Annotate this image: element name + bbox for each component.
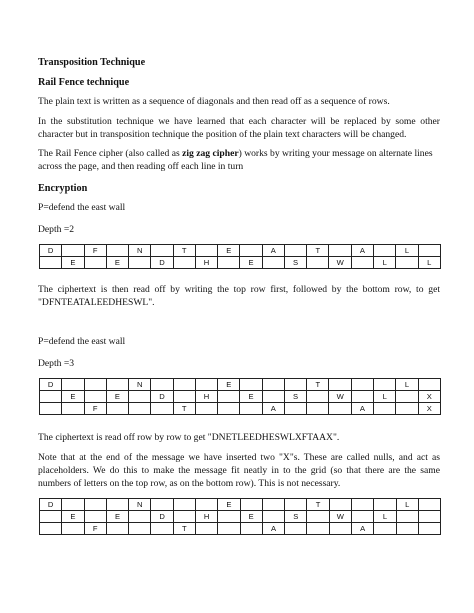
rail-cell: S (285, 511, 307, 523)
rail-cell (351, 257, 373, 269)
rail-cell (40, 403, 62, 415)
rail-cell (151, 499, 173, 511)
rail-cell (418, 499, 440, 511)
rail-cell (262, 499, 284, 511)
plaintext-line-1: P=defend the east wall (38, 202, 126, 213)
rail-cell: L (396, 379, 418, 391)
rail-cell (352, 511, 374, 523)
section-heading-rail-fence: Rail Fence technique (38, 77, 130, 88)
rail-cell: D (151, 511, 173, 523)
rail-cell (262, 391, 284, 403)
rail-cell (418, 511, 440, 523)
rail-cell: A (262, 523, 284, 535)
rail-cell: S (284, 257, 306, 269)
rail-table (39, 378, 441, 415)
nulls-note: Note that at the end of the message we have inserted two "X"s. These are called nulls, and act as placeholders. We do this to make the message fit neatly in to the grid (so that there are the same numbers of letters on the top row, as on the bottom row). This is not necessary. (38, 452, 440, 489)
rail-cell (173, 499, 195, 511)
rail-cell (151, 523, 173, 535)
rail-cell (396, 511, 418, 523)
rail-cell (396, 257, 418, 269)
rail-cell (262, 379, 284, 391)
rail-cell (307, 511, 329, 523)
rail-row (40, 499, 441, 511)
rail-cell (240, 379, 262, 391)
rail-cell: L (396, 499, 418, 511)
rail-grid-depth-3 (39, 378, 441, 415)
rail-cell: H (195, 257, 217, 269)
rail-cell (374, 403, 396, 415)
rail-cell (129, 523, 151, 535)
rail-cell (285, 499, 307, 511)
rail-cell (62, 379, 84, 391)
rail-cell: W (329, 391, 351, 403)
rail-cell (329, 245, 351, 257)
rail-cell: L (374, 511, 396, 523)
rail-cell: L (374, 257, 396, 269)
rail-cell (307, 403, 329, 415)
paragraph-definition: The plain text is written as a sequence of diagonals and then read off as a sequence of rows. (38, 96, 390, 107)
rail-cell (374, 523, 396, 535)
rail-row (40, 391, 441, 403)
rail-cell (374, 379, 396, 391)
rail-cell: D (151, 391, 173, 403)
rail-cell (240, 499, 262, 511)
rail-row (40, 245, 441, 257)
rail-cell: E (62, 257, 84, 269)
rail-cell (218, 523, 240, 535)
section-heading-encryption: Encryption (38, 183, 88, 194)
rail-cell (329, 379, 351, 391)
rail-cell: E (106, 391, 128, 403)
rail-row (40, 523, 441, 535)
rail-cell (218, 257, 240, 269)
rail-cell (195, 245, 217, 257)
rail-cell: E (218, 379, 240, 391)
rail-cell: D (151, 257, 173, 269)
rail-cell: F (84, 245, 106, 257)
rail-cell (173, 379, 195, 391)
ciphertext-explanation-1: The ciphertext is then read off by writing the top row first, followed by the bottom row, to get "DFNTEATALEEDHESWL". (38, 284, 440, 308)
rail-cell (396, 403, 418, 415)
rail-row (40, 403, 441, 415)
rail-cell: E (218, 499, 240, 511)
rail-cell (351, 379, 373, 391)
rail-cell (40, 391, 62, 403)
rail-cell (307, 391, 329, 403)
rail-cell (129, 403, 151, 415)
rail-cell (218, 511, 240, 523)
rail-cell (195, 523, 217, 535)
rail-cell: E (218, 245, 240, 257)
rail-cell: E (62, 391, 84, 403)
rail-cell: A (262, 403, 284, 415)
rail-cell: N (129, 499, 151, 511)
rail-row (40, 379, 441, 391)
rail-cell: F (84, 523, 106, 535)
rail-row (40, 511, 441, 523)
rail-grid-depth-3-no-nulls (39, 498, 441, 535)
rail-cell: L (374, 391, 396, 403)
rail-cell (84, 511, 106, 523)
rail-cell: F (84, 403, 106, 415)
rail-cell (218, 403, 240, 415)
rail-cell (418, 245, 440, 257)
rail-cell (84, 391, 106, 403)
rail-cell (329, 499, 351, 511)
rail-cell: T (307, 379, 329, 391)
ciphertext-explanation-2: The ciphertext is read off row by row to get "DNETLEEDHESWLXFTAAX". (38, 432, 340, 443)
rail-cell (307, 257, 329, 269)
rail-cell (418, 379, 440, 391)
rail-cell (329, 403, 351, 415)
rail-cell (329, 523, 351, 535)
rail-cell: X (418, 391, 440, 403)
rail-cell: T (307, 245, 329, 257)
rail-cell: L (418, 257, 440, 269)
rail-cell (284, 403, 306, 415)
rail-cell: N (129, 245, 151, 257)
rail-cell (285, 523, 307, 535)
rail-cell (240, 403, 262, 415)
rail-cell: D (40, 245, 62, 257)
rail-cell (40, 511, 62, 523)
rail-cell (284, 379, 306, 391)
rail-cell (106, 245, 128, 257)
rail-cell: T (307, 499, 329, 511)
rail-cell (352, 499, 374, 511)
rail-cell (173, 511, 195, 523)
rail-cell: D (40, 379, 62, 391)
paragraph-zigzag: The Rail Fence cipher (also called as zig zag cipher) works by writing your message on alternate lines across the page, and then reading off each line in turn (38, 148, 433, 172)
paragraph-substitution: In the substitution technique we have learned that each character will be replaced by some other character but in transposition technique the position of the plain text characters will be changed. (38, 116, 440, 140)
rail-cell (62, 245, 84, 257)
rail-cell (151, 245, 173, 257)
rail-cell (262, 257, 284, 269)
rail-cell (374, 499, 396, 511)
rail-cell: S (284, 391, 306, 403)
rail-cell (62, 499, 84, 511)
rail-cell: W (329, 511, 351, 523)
rail-cell (396, 391, 418, 403)
rail-cell: A (352, 523, 374, 535)
rail-cell (40, 257, 62, 269)
rail-cell: A (351, 403, 373, 415)
rail-cell (106, 499, 128, 511)
rail-cell (84, 499, 106, 511)
rail-cell (351, 391, 373, 403)
rail-row (40, 257, 441, 269)
rail-cell (262, 511, 284, 523)
rail-cell (62, 523, 84, 535)
rail-cell: H (195, 511, 217, 523)
rail-cell (418, 523, 440, 535)
rail-cell (62, 403, 84, 415)
rail-cell (106, 523, 128, 535)
rail-cell: T (173, 403, 195, 415)
depth-line-1: Depth =2 (38, 224, 75, 235)
rail-table (39, 498, 441, 535)
rail-cell (195, 499, 217, 511)
rail-cell: E (240, 511, 262, 523)
rail-grid-depth-2 (39, 244, 441, 269)
rail-cell (129, 511, 151, 523)
rail-cell (129, 257, 151, 269)
rail-cell: E (240, 391, 262, 403)
plaintext-line-2: P=defend the east wall (38, 336, 126, 347)
rail-cell: X (418, 403, 440, 415)
rail-cell (284, 245, 306, 257)
rail-cell (129, 391, 151, 403)
rail-cell: T (173, 245, 195, 257)
rail-cell (240, 523, 262, 535)
rail-cell: N (129, 379, 151, 391)
rail-cell (84, 257, 106, 269)
rail-cell (40, 523, 62, 535)
rail-cell (151, 403, 173, 415)
rail-cell: E (106, 511, 128, 523)
rail-cell (396, 523, 418, 535)
rail-cell (106, 379, 128, 391)
rail-cell: E (62, 511, 84, 523)
depth-line-2: Depth =3 (38, 358, 75, 369)
rail-cell: L (396, 245, 418, 257)
rail-cell (173, 257, 195, 269)
rail-cell (240, 245, 262, 257)
rail-cell: E (106, 257, 128, 269)
rail-cell (218, 391, 240, 403)
rail-cell (106, 403, 128, 415)
rail-cell (307, 523, 329, 535)
rail-cell: T (173, 523, 195, 535)
rail-cell (374, 245, 396, 257)
rail-cell (195, 379, 217, 391)
rail-cell (173, 391, 195, 403)
rail-cell (195, 403, 217, 415)
rail-cell: A (262, 245, 284, 257)
document-title: Transposition Technique (38, 57, 146, 68)
rail-cell: W (329, 257, 351, 269)
rail-table (39, 244, 441, 269)
rail-cell: E (240, 257, 262, 269)
rail-cell (84, 379, 106, 391)
rail-cell: D (40, 499, 62, 511)
rail-cell (151, 379, 173, 391)
rail-cell: H (195, 391, 217, 403)
rail-cell: A (351, 245, 373, 257)
zig-zag-cipher-term: zig zag cipher (182, 148, 239, 159)
